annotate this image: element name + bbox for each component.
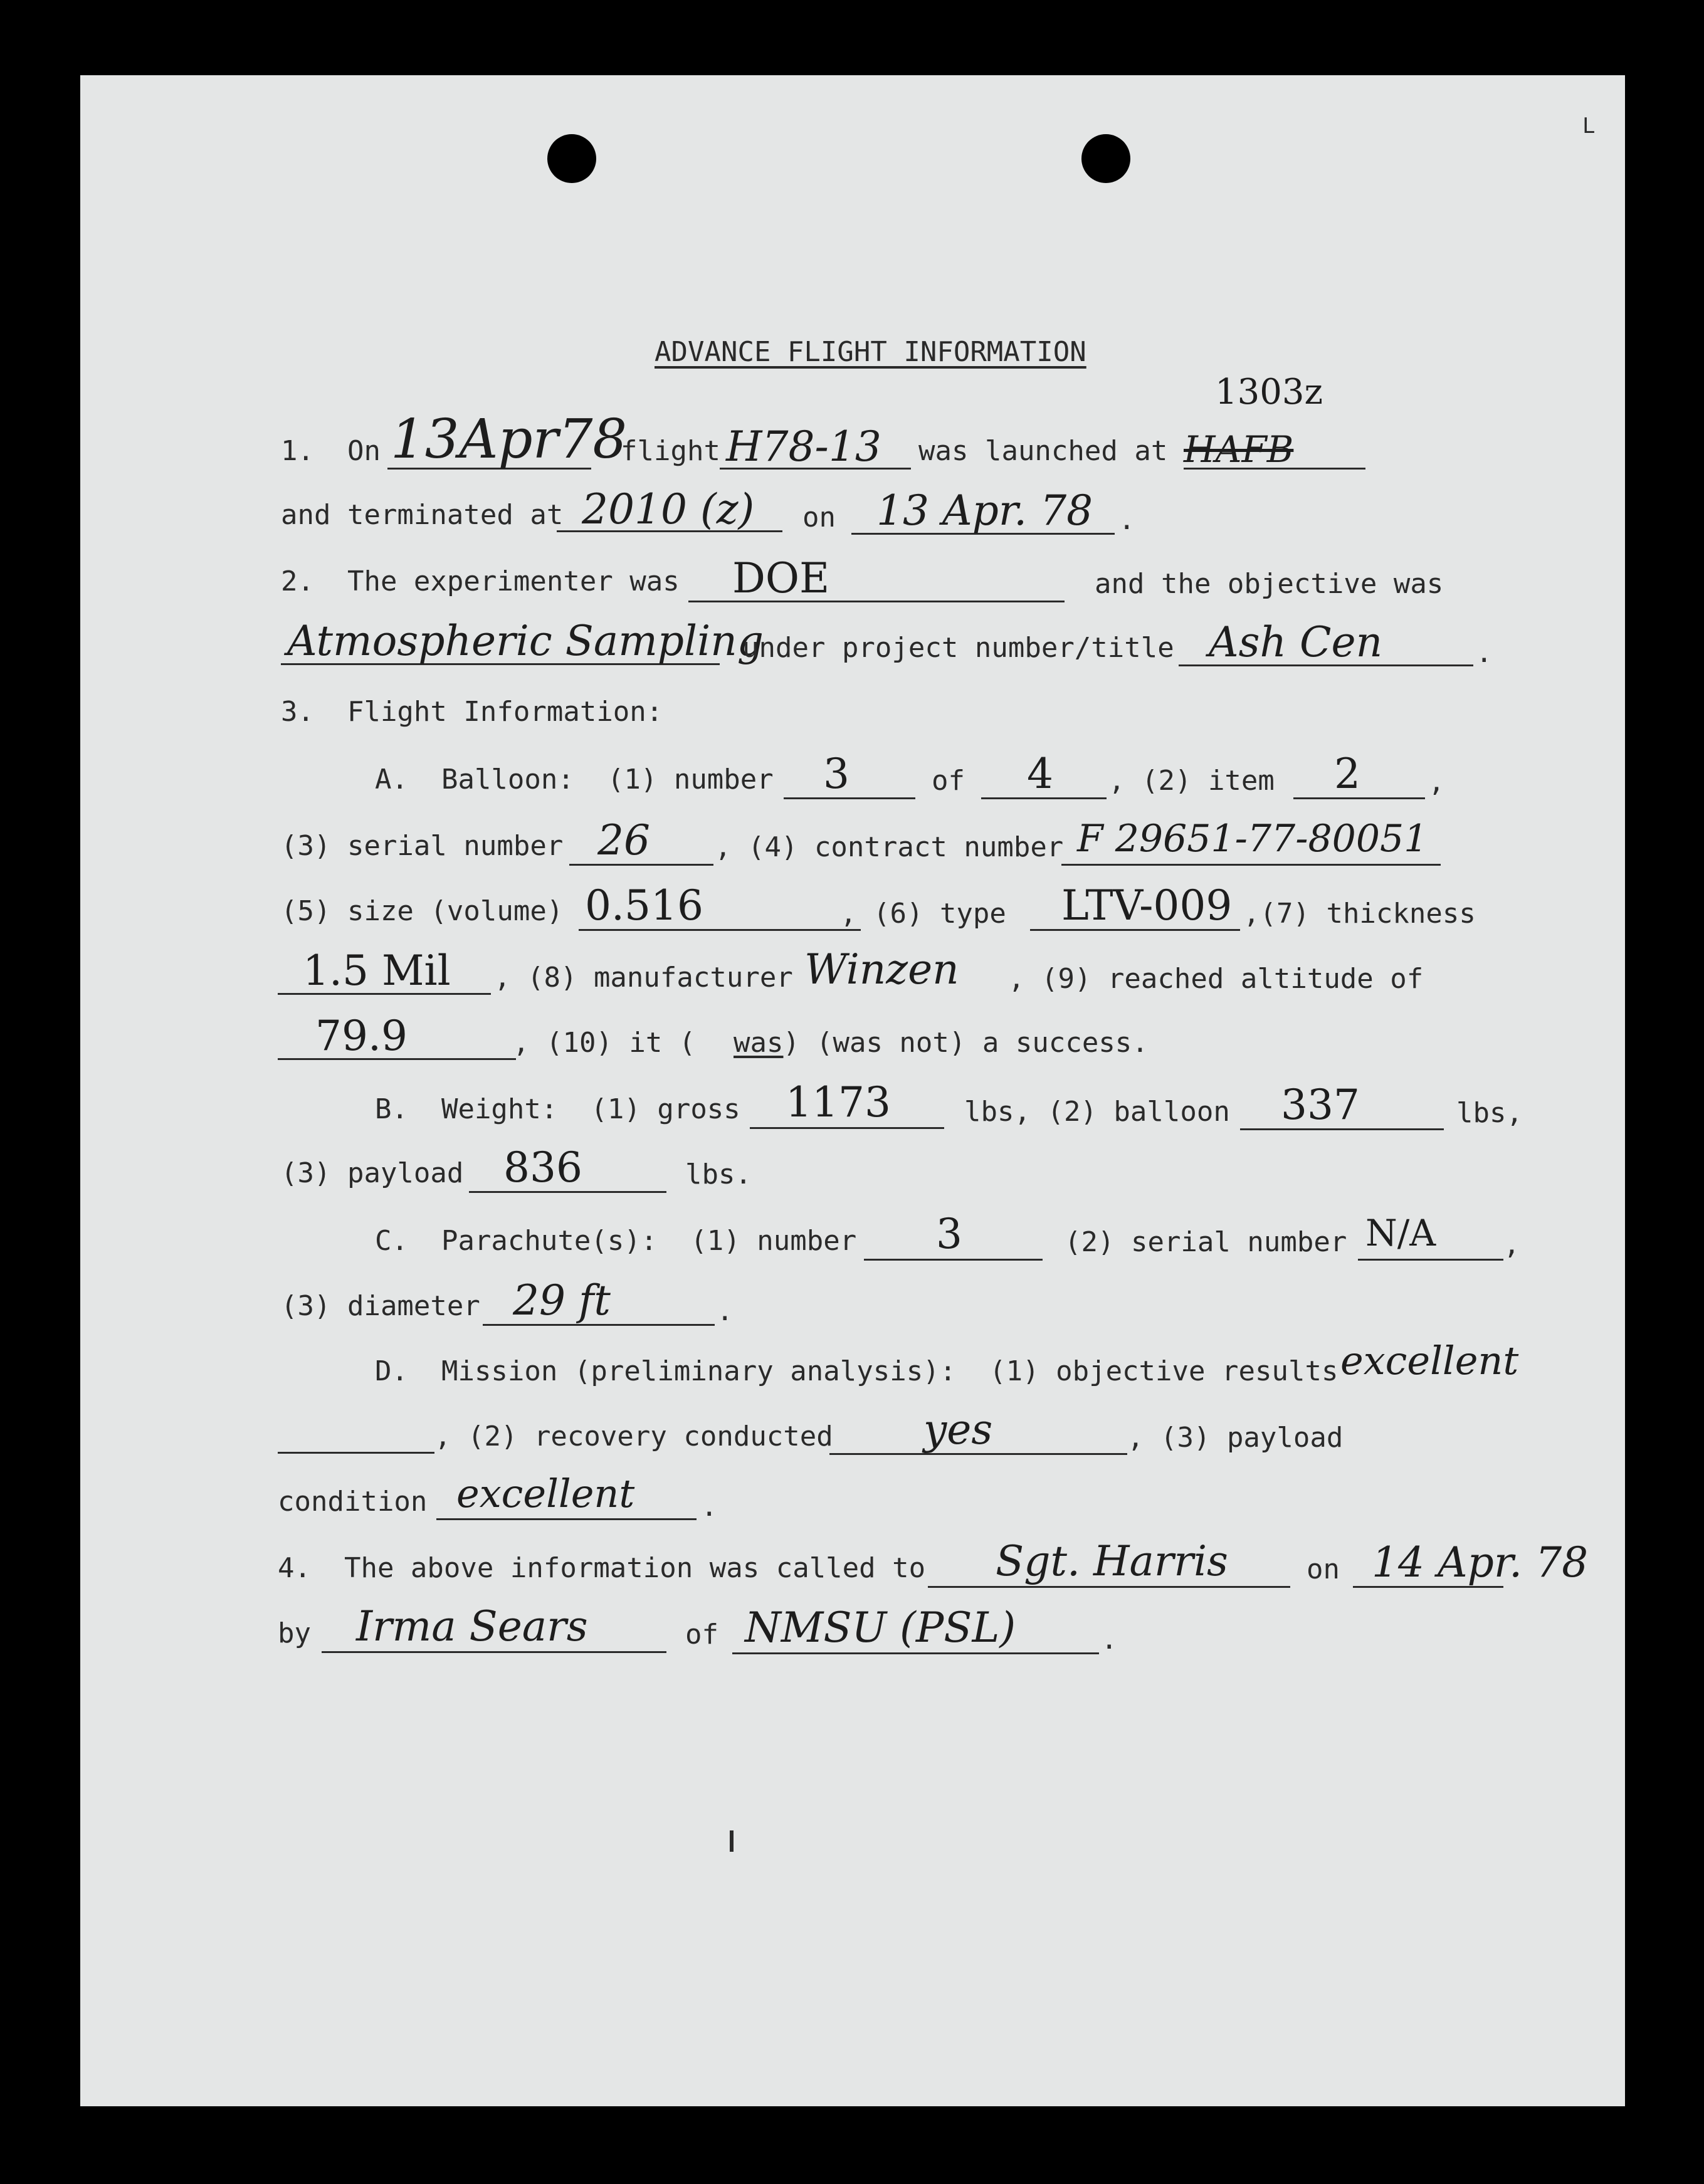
altitude-value: 79.9 [315,1012,408,1060]
balloon-number-line [784,797,915,799]
project-value: Ash Cen [1209,618,1383,666]
thickness-value: 1.5 Mil [303,947,451,995]
it-label: , (10) it ( [513,1027,696,1059]
punch-hole-right [1081,134,1130,183]
gross-weight-label: B. Weight: (1) gross [375,1093,740,1125]
parachute-serial-label: (2) serial number [1065,1226,1347,1258]
item-label: , (2) item [1108,765,1275,797]
payload-condition-value: excellent [456,1471,635,1516]
type-value: LTV-009 [1061,881,1233,930]
item-value: 2 [1334,750,1360,798]
was-option: was [734,1027,784,1059]
section-2-label: 2. The experimenter was [281,565,680,597]
payload-condition-line [436,1518,697,1520]
termination-time-value: 2010 (z) [582,485,755,533]
launch-time-value: 1303z [1215,372,1323,412]
called-by-value: Irma Sears [356,1602,588,1651]
flight-id-value: H78-13 [726,423,881,471]
thickness-label: ,(7) thickness [1243,898,1476,930]
objective-value: Atmospheric Sampling [287,617,764,665]
called-on-label: on [1307,1553,1340,1585]
page-title: ADVANCE FLIGHT INFORMATION [655,336,1086,368]
comma-1: , [1428,766,1445,798]
section-1-label: 1. On [281,435,381,467]
parachute-serial-value: N/A [1365,1212,1436,1254]
balloon-weight-label: lbs, (2) balloon [964,1096,1230,1128]
balloon-of-value: 4 [1027,750,1053,798]
objective-results-label: D. Mission (preliminary analysis): (1) objective results [375,1355,1338,1387]
document-page [80,75,1625,2106]
of-label: of [932,765,965,797]
gross-weight-value: 1173 [786,1078,891,1126]
condition-label: condition [278,1486,428,1518]
parachute-number-line [864,1259,1043,1261]
objective-label: and the objective was [1095,568,1444,600]
contract-number-value: F 29651-77-80051 [1077,817,1428,861]
manufacturer-value: Winzen [804,945,959,994]
payload-weight-label: (3) payload [281,1157,464,1189]
termination-on-label: on [802,501,836,533]
objective-results-line [278,1452,434,1454]
organization-line [732,1652,1099,1654]
punch-hole-left [547,134,596,183]
called-by-line [322,1651,666,1653]
payload-weight-value: 836 [503,1143,582,1192]
parachute-number-label: C. Parachute(s): (1) number [375,1225,857,1257]
termination-date-value: 13 Apr. 78 [876,486,1093,535]
lbs-label-2: lbs. [685,1158,752,1190]
org-of-label: of [685,1619,718,1651]
called-to-line [928,1586,1290,1588]
contract-number-label: , (4) contract number [715,831,1064,863]
altitude-label: , (9) reached altitude of [1008,963,1424,995]
launched-label: was launched at [918,435,1168,467]
period-2: . [1476,637,1493,669]
type-label: , (6) type [840,898,1006,930]
size-value: 0.516 [585,881,703,930]
experimenter-value: DOE [732,554,830,602]
balloon-number-label: A. Balloon: (1) number [375,764,774,795]
recovery-value: yes [923,1405,993,1454]
payload-condition-label: , (3) payload [1127,1422,1344,1454]
manufacturer-label: , (8) manufacturer [494,962,793,994]
objective-results-value: excellent [1340,1338,1519,1383]
called-to-value: Sgt. Harris [996,1537,1228,1585]
parachute-number-value: 3 [936,1210,962,1258]
by-label: by [278,1617,311,1649]
serial-number-label: (3) serial number [281,830,564,862]
organization-value: NMSU (PSL) [745,1604,1016,1652]
period-5: . [1101,1624,1118,1656]
period-4: . [701,1491,718,1523]
launch-site-value: HAFB [1184,428,1294,471]
success-label: ) (was not) a success. [783,1027,1149,1059]
diameter-value: 29 ft [513,1276,611,1325]
project-label: under project number/title [742,632,1174,664]
terminated-label: and terminated at [281,499,564,531]
serial-number-value: 26 [597,816,650,864]
recovery-label: , (2) recovery conducted [434,1420,833,1452]
balloon-weight-value: 337 [1281,1081,1360,1129]
stray-mark [730,1830,734,1852]
corner-mark: L [1582,113,1596,139]
launch-date-value: 13Apr78 [391,408,628,471]
flight-label: flight [621,435,720,467]
period-3: . [717,1295,734,1327]
period-1: . [1118,504,1135,536]
gross-weight-line [750,1127,944,1129]
section-4-label: 4. The above information was called to [278,1552,926,1584]
contract-number-line [1061,864,1441,866]
parachute-serial-line [1358,1259,1503,1261]
section-3-header: 3. Flight Information: [281,696,663,728]
lbs-label: lbs, [1456,1097,1523,1129]
balloon-number-value: 3 [823,750,849,798]
diameter-label: (3) diameter [281,1290,480,1322]
called-date-value: 14 Apr. 78 [1372,1538,1589,1587]
size-label: (5) size (volume) [281,895,564,927]
comma-2: , [1503,1229,1520,1261]
